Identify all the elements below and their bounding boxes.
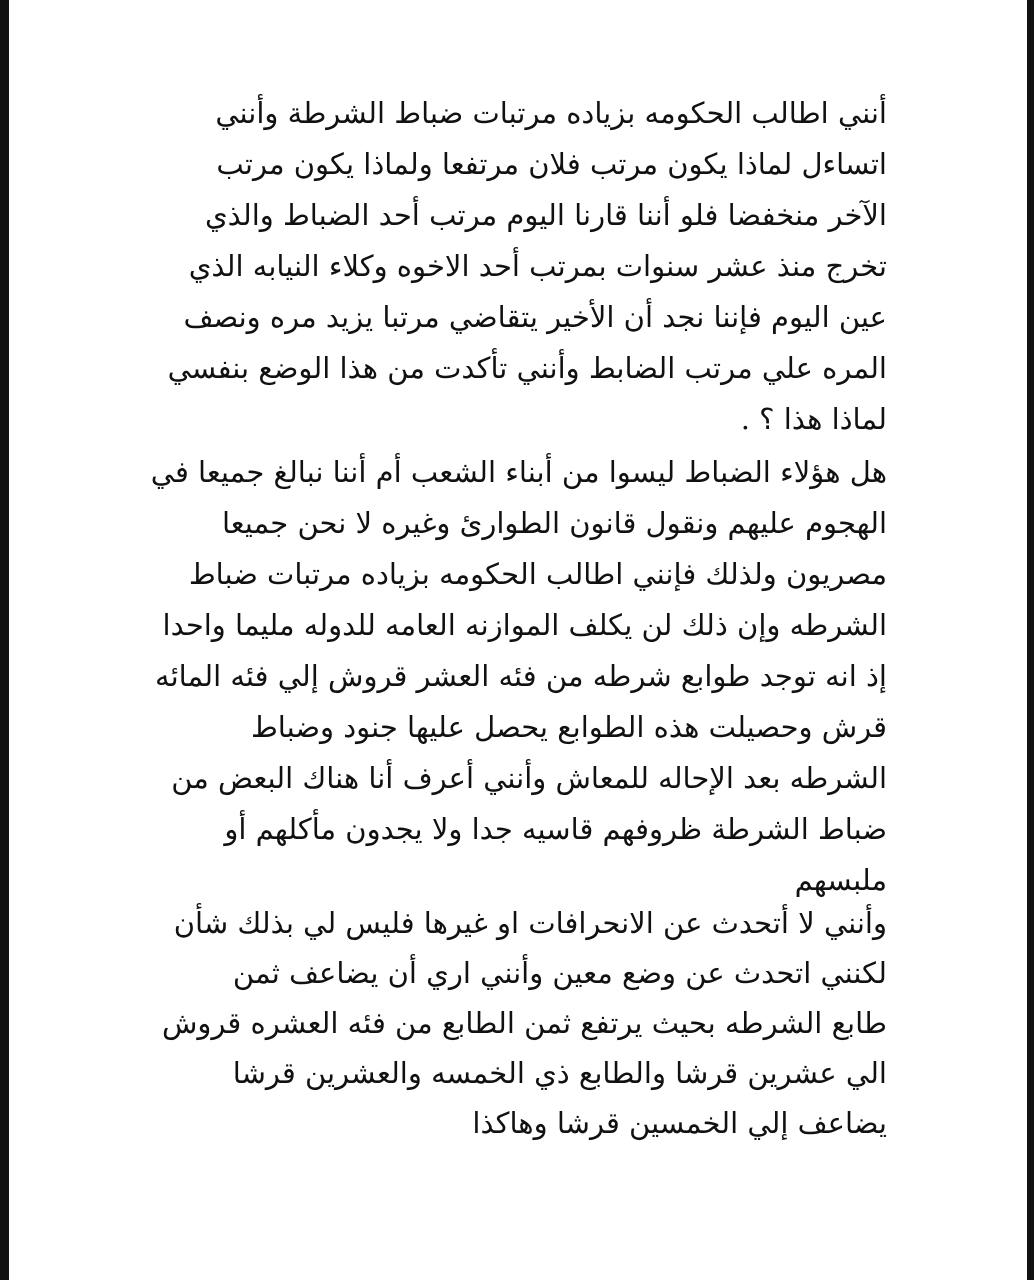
- paragraph-line: ضباط الشرطة ظروفهم قاسيه جدا ولا يجدون مأكلهم أو: [224, 812, 887, 846]
- paragraph-line: الشرطه وإن ذلك لن يكلف الموازنه العامه للدوله مليما واحدا: [162, 608, 887, 642]
- paragraph-2: [150, 447, 887, 906]
- paragraph-line: الهجوم عليهم ونقول قانون الطوارئ وغيره لا نحن جميعا: [221, 506, 887, 540]
- paragraph-line: هل هؤلاء الضباط ليسوا من أبناء الشعب أم أننا نبالغ جميعا في: [150, 455, 887, 489]
- paragraph-line: الآخر منخفضا فلو أننا قارنا اليوم مرتب أحد الضباط والذي: [204, 198, 887, 232]
- paragraph-line: اتساءل لماذا يكون مرتب فلان مرتفعا ولماذا يكون مرتب: [216, 147, 887, 181]
- paragraph-line: مصريون ولذلك فإنني اطالب الحكومه بزياده مرتبات ضباط: [188, 557, 887, 591]
- paragraph-1: [159, 88, 887, 445]
- right-dark-border: [1027, 0, 1034, 1280]
- paragraph-line: عين اليوم فإننا نجد أن الأخير يتقاضي مرتبا يزيد مره ونصف: [183, 300, 887, 334]
- paragraph-line: الي عشرين قرشا والطابع ذي الخمسه والعشرين قرشا: [232, 1056, 887, 1090]
- paragraph-line: قرش وحصيلت هذه الطوابع يحصل عليها جنود وضباط: [250, 710, 887, 744]
- paragraph-line: أنني اطالب الحكومه بزياده مرتبات ضباط الشرطة وأنني: [215, 96, 887, 130]
- paragraph-3: [159, 898, 887, 1148]
- paragraph-line: الشرطه بعد الإحاله للمعاش وأنني أعرف أنا هناك البعض من: [171, 761, 887, 795]
- paragraph-line: ملبسهم: [794, 863, 887, 897]
- paragraph-line: يضاعف إلي الخمسين قرشا وهاكذا: [472, 1106, 887, 1140]
- left-dark-border: [0, 0, 9, 1280]
- paragraph-line: لماذا هذا ؟ .: [740, 402, 887, 436]
- paragraph-line: إذ انه توجد طوابع شرطه من فئه العشر قروش إلي فئه المائه: [155, 659, 887, 693]
- paragraph-line: لكنني اتحدث عن وضع معين وأنني اري أن يضاعف ثمن: [232, 956, 887, 990]
- paragraph-line: تخرج منذ عشر سنوات بمرتب أحد الاخوه وكلاء النيابه الذي: [188, 249, 887, 283]
- paragraph-line: وأنني لا أتحدث عن الانحرافات او غيرها فليس لي بذلك شأن: [173, 906, 887, 940]
- paragraph-line: المره علي مرتب الضابط وأنني تأكدت من هذا الوضع بنفسي: [167, 351, 887, 385]
- document-page: [9, 0, 1027, 1280]
- paragraph-line: طابع الشرطه بحيث يرتفع ثمن الطابع من فئه العشره قروش: [162, 1006, 887, 1040]
